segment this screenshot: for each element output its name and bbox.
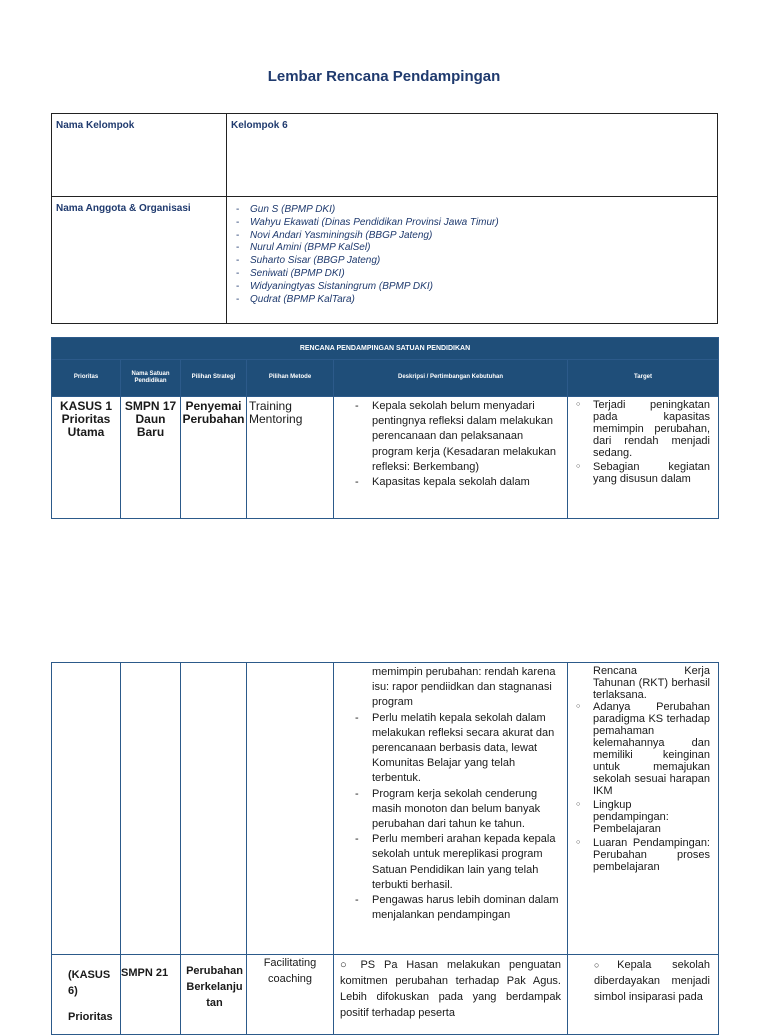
- desc-item: - Kapasitas kepala sekolah dalam: [372, 475, 565, 490]
- group-name-value: Kelompok 6: [227, 114, 718, 197]
- prioritas-line: Prioritas: [68, 1011, 113, 1023]
- strategi-cell: [181, 663, 247, 955]
- target-item: ○ Lingkup pendampingan: Pembelajaran: [576, 799, 710, 835]
- circle-bullet-icon: ○: [340, 959, 353, 971]
- target-item: ○ Terjadi peningkatan pada kapasitas memimpin perubahan, dari rendah menjadi sedang.: [576, 399, 710, 459]
- target-item: ○ Adanya Perubahan paradigma KS terhadap pemahaman kelemahannya dan memiliki keinginan untuk memajukan sekolah sesuai harapan IKM: [576, 701, 710, 797]
- desc-item: - Kepala sekolah belum menyadari pentingnya refleksi dalam melakukan perencanaan dan pelaksanaan program kerja (Kesadaran melakukan refleksi: Berkembang): [372, 399, 565, 475]
- target-cell: [568, 663, 719, 955]
- deskripsi-cell: [334, 397, 568, 519]
- target-item: ○ Sebagian kegiatan yang disusun dalam: [576, 461, 710, 485]
- member-item: - Novi Andari Yasminingsih (BBGP Jateng): [250, 230, 713, 243]
- desc-item: - Pengawas harus lebih dominan dalam menjalankan pendampingan: [372, 893, 565, 923]
- circle-bullet-icon: ○: [594, 960, 618, 970]
- desc-item: - Program kerja sekolah cenderung masih monoton dan belum banyak perubahan dari tahun ke tahun.: [372, 787, 565, 833]
- target-cell: [568, 397, 719, 519]
- prioritas-cell: KASUS 1 Prioritas Utama: [52, 397, 121, 519]
- deskripsi-cell: [334, 663, 568, 955]
- col-metode-header: Pilihan Metode: [247, 360, 334, 397]
- satuan-cell: [121, 663, 181, 955]
- metode-cell: [247, 663, 334, 955]
- strategi-cell: Penyemai Perubahan: [181, 397, 247, 519]
- col-target-header: Target: [568, 360, 719, 397]
- desc-item: - Perlu melatih kepala sekolah dalam melakukan refleksi secara akurat dan perencanaan berbasis data, lewat Komunitas Belajar yang telah terbentuk.: [372, 711, 565, 787]
- metode-cell: Facilitating coaching: [247, 955, 334, 1035]
- members-cell: [227, 197, 718, 324]
- strategi-cell: Perubahan Berkelanjutan: [181, 955, 247, 1035]
- prioritas-line: (KASUS 6): [68, 969, 111, 997]
- satuan-cell: SMPN 21: [121, 955, 181, 1035]
- table-row: [52, 955, 719, 1035]
- member-item: - Nurul Amini (BPMP KalSel): [250, 242, 713, 255]
- col-strategi-header: Pilihan Strategi: [181, 360, 247, 397]
- member-item: - Widyaningtyas Sistaningrum (BPMP DKI): [250, 281, 713, 294]
- prioritas-cell: [52, 955, 121, 1035]
- target-text: Kepala sekolah diberdayakan menjadi simbol insiparasi pada: [594, 959, 710, 1003]
- desc-item: - Perlu memberi arahan kepada kepala sekolah untuk mereplikasi program Satuan Pendidikan lain yang telah terbukti berhasil.: [372, 832, 565, 893]
- member-item: - Suharto Sisar (BBGP Jateng): [250, 255, 713, 268]
- table-row: [52, 397, 719, 519]
- members-label: Nama Anggota & Organisasi: [52, 197, 227, 324]
- target-continuation: Rencana Kerja Tahunan (RKT) berhasil terlaksana.: [593, 665, 710, 701]
- deskripsi-cell: [334, 955, 568, 1035]
- col-deskripsi-header: Deskripsi / Pertimbangan Kebutuhan: [334, 360, 568, 397]
- prioritas-cell: [52, 663, 121, 955]
- member-item: - Seniwati (BPMP DKI): [250, 268, 713, 281]
- metode-training: Training: [249, 399, 292, 413]
- metode-cell: [247, 397, 334, 519]
- col-satuan-header: Nama Satuan Pendidikan: [121, 360, 181, 397]
- metode-mentoring: Mentoring: [249, 412, 303, 426]
- members-list: [231, 204, 713, 306]
- group-name-label: Nama Kelompok: [52, 114, 227, 197]
- target-item: ○ Luaran Pendampingan: Perubahan proses pembelajaran: [576, 837, 710, 873]
- plan-header-title: RENCANA PENDAMPINGAN SATUAN PENDIDIKAN: [52, 338, 719, 360]
- member-item: - Qudrat (BPMP KalTara): [250, 294, 713, 307]
- member-item: - Gun S (BPMP DKI): [250, 204, 713, 217]
- plan-table: [51, 337, 719, 519]
- plan-table-continued: [51, 662, 719, 1035]
- desc-continuation: memimpin perubahan: rendah karena isu: rapor pendiidkan dan stagnanasi program: [372, 666, 556, 709]
- member-item: - Wahyu Ekawati (Dinas Pendidikan Provinsi Jawa Timur): [250, 217, 713, 230]
- group-info-table: [51, 113, 718, 324]
- table-row: [52, 663, 719, 955]
- col-prioritas-header: Prioritas: [52, 360, 121, 397]
- satuan-cell: SMPN 17 Daun Baru: [121, 397, 181, 519]
- desc-text: PS Pa Hasan melakukan penguatan komitmen perubahan terhadap Pak Agus. Lebih difokuskan pada yang berdampak positif terhadap peserta: [340, 959, 561, 1019]
- page-title: Lembar Rencana Pendampingan: [267, 68, 501, 85]
- target-cell: [568, 955, 719, 1035]
